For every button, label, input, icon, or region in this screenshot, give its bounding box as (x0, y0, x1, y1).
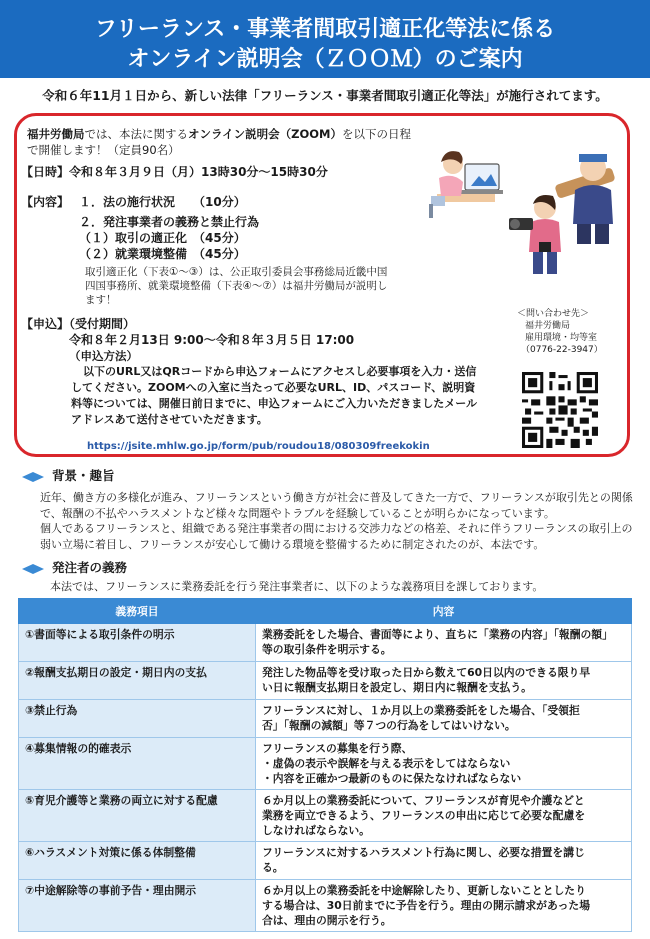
desc-line: い日に報酬支払期日を設定し、期日内に報酬を支払う。 (262, 681, 532, 694)
desc-line: する場合は、30日前までに予告を行う。理由の開示請求があった場 (262, 899, 591, 912)
background-line-4: 弱い立場に着目し、フリーランスが安心して働ける環境を整備するために制定されたのが、本法です。 (40, 537, 545, 551)
contact-phone: （0776-22-3947） (521, 345, 603, 355)
org-name: 福井労働局 (27, 127, 85, 141)
datetime-label: 【日時】 (21, 165, 70, 179)
obligation-description (256, 700, 632, 738)
obligation-item: ①書面等による取引条件の明示 (19, 624, 256, 662)
desc-line: フリーランスに対し、１か月以上の業務委託をした場合、「受領拒 (262, 704, 580, 717)
obligation-item: ②報酬支払期日の設定・期日内の支払 (19, 662, 256, 700)
intro-text-2: を以下の日程 (342, 127, 411, 141)
contact-info (517, 308, 627, 356)
content-item-2a: （１）取引の適正化 （45分） (79, 231, 246, 245)
application-period: 令和８年２月13日 9:00～令和８年３月５日 17:00 (69, 333, 355, 347)
diamond-bullet-icon (22, 472, 44, 482)
carpenter-illustration (554, 154, 615, 244)
background-heading (22, 466, 115, 484)
obligation-description (256, 624, 632, 662)
page-header (0, 0, 650, 78)
obligations-heading-text: 発注者の義務 (52, 560, 128, 575)
desc-line: フリーランスに対するハラスメント行為に関し、必要な措置を講じ (262, 846, 585, 859)
diamond-bullet-icon (22, 564, 44, 574)
content-item-2b: （２）就業環境整備 （45分） (79, 247, 246, 261)
table-header-row (19, 599, 632, 624)
datetime-row (21, 164, 328, 180)
intro-line-1 (27, 126, 411, 142)
content-note-1: 取引適正化（下表①～③）は、公正取引委員会事務総局近畿中国 (85, 266, 388, 278)
contact-org: 福井労働局 (525, 321, 571, 331)
desc-line: る。 (262, 861, 284, 874)
obligation-description (256, 662, 632, 700)
table-row (19, 842, 632, 880)
desc-line: 合は、理由の開示を行う。 (262, 914, 392, 927)
obligation-description (256, 880, 632, 932)
desc-line: フリーランスの募集を行う際、 (262, 742, 413, 755)
photographer-illustration (509, 195, 561, 274)
application-method-3: 料等については、開催日前日までに、申込フォームにご入力いただきましたメール (71, 397, 478, 410)
laptop-worker-illustration (429, 151, 503, 218)
background-line-3: 個人であるフリーランスと、組織である発注事業者の間における交渉力などの格差、それに伴うフリーランスの取引上の (40, 522, 633, 535)
content-note-2: 四国事務所、就業環境整備（下表④～⑦）は福井労働局が説明し (85, 280, 388, 292)
desc-line: ６か月以上の業務委託を中途解除したり、更新しないこととしたり (262, 884, 586, 897)
obligation-description (256, 738, 632, 790)
background-heading-text: 背景・趣旨 (52, 468, 115, 483)
obligation-item: ⑤育児介護等と業務の両立に対する配慮 (19, 790, 256, 842)
application-url-link[interactable]: https://jsite.mhlw.go.jp/form/pub/roudou18/080309freekokin (87, 441, 430, 452)
obligations-heading (22, 558, 127, 576)
application-method-label: （申込方法） (69, 349, 138, 363)
enforcement-notice: 令和６年11月１日から、新しい法律「フリーランス・事業者間取引適正化等法」が施行されてます。 (42, 88, 608, 103)
table-row (19, 662, 632, 700)
obligation-item: ⑥ハラスメント対策に係る体制整備 (19, 842, 256, 880)
content-label: 【内容】 (21, 195, 70, 209)
obligation-item: ③禁止行為 (19, 700, 256, 738)
obligation-item: ④募集情報の的確表示 (19, 738, 256, 790)
obligation-item: ⑦中途解除等の事前予告・理由開示 (19, 880, 256, 932)
table-row (19, 880, 632, 932)
application-method-2: してください。ZOOMへの入室に当たって必要なURL、ID、パスコード、説明資 (71, 381, 476, 394)
illustration-freelancers (427, 134, 617, 284)
application-method-4: アドレスあて送付させていただきます。 (71, 413, 268, 426)
content-item-1: １．法の施行状況 （10分） (79, 195, 246, 209)
background-line-1: 近年、働き方の多様化が進み、フリーランスという働き方が社会に普及してきた一方で、フリーランスが取引先との関係 (40, 491, 633, 504)
desc-line: 発注した物品等を受け取った日から数えて60日以内のできる限り早 (262, 666, 591, 679)
content-item-2: ２．発注事業者の義務と禁止行為 (79, 215, 260, 229)
obligation-description (256, 790, 632, 842)
seminar-info-box (14, 113, 630, 457)
desc-line: ６か月以上の業務委託について、フリーランスが育児や介護などと (262, 794, 585, 807)
obligations-table (18, 598, 632, 932)
table-row (19, 790, 632, 842)
intro-text-1: では、本法に関する (84, 127, 188, 141)
desc-line: しなければならない。 (262, 824, 370, 837)
contact-dept: 雇用環境・均等室 (525, 333, 598, 343)
table-row (19, 738, 632, 790)
contact-title: ＜問い合わせ先＞ (517, 309, 590, 319)
desc-line: ・虚偽の表示や誤解を与える表示をしてはならない (262, 757, 511, 770)
obligations-intro: 本法では、フリーランスに業務委託を行う発注事業者に、以下のような義務項目を課しております。 (50, 580, 544, 593)
content-note-3: ます！ (85, 294, 117, 306)
title-line-2: オンライン説明会（ＺＯＯＭ）のご案内 (127, 47, 523, 72)
desc-line: 否」「報酬の減額」等７つの行為をしてはいけない。 (262, 719, 516, 732)
qr-code-icon[interactable] (519, 372, 601, 448)
intro-line-2: で開催します！（定員90名） (27, 143, 180, 157)
intro-highlight: オンライン説明会（ZOOM） (188, 127, 342, 141)
application-label: 【申込】（受付期間） (21, 317, 136, 331)
desc-line: 業務委託をした場合、書面等により、直ちに「業務の内容」「報酬の額」 (262, 628, 613, 641)
title-line-1: フリーランス・事業者間取引適正化等法に係る (94, 17, 556, 42)
obligation-description (256, 842, 632, 880)
table-row (19, 700, 632, 738)
desc-line: 等の取引条件を明示する。 (262, 643, 392, 656)
background-line-2: で、報酬の不払やハラスメントなど様々な問題やトラブルを経験していることが明らかになっています。 (40, 506, 555, 520)
table-row (19, 624, 632, 662)
datetime-value: 令和８年３月９日（月）13時30分～15時30分 (69, 165, 328, 179)
column-header-content: 内容 (256, 599, 632, 624)
background-paragraph (40, 490, 640, 552)
desc-line: 業務を両立できるよう、フリーランスの申出に応じて必要な配慮を (262, 809, 586, 822)
column-header-item: 義務項目 (19, 599, 256, 624)
application-method-1: 以下のURL又はQRコードから申込フォームにアクセスし必要事項を入力・送信 (83, 365, 477, 378)
desc-line: ・内容を正確かつ最新のものに保たなければならない (262, 772, 522, 785)
